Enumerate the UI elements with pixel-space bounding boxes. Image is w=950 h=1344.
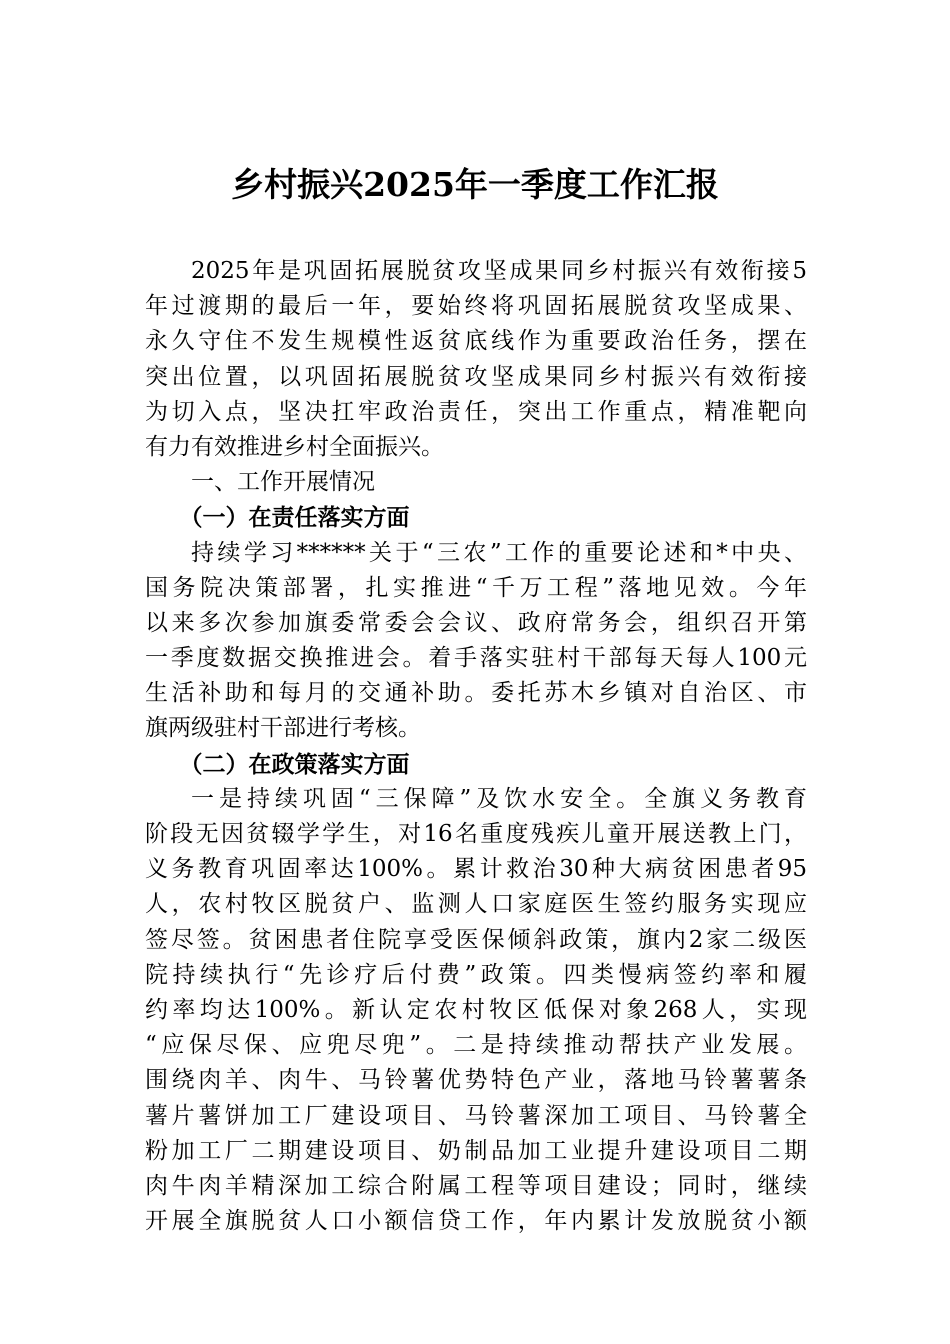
intro-line: 突出位置，以巩固拓展脱贫攻坚成果同乡村振兴有效衔接 — [145, 363, 807, 390]
policy-line: 人，农村牧区脱贫户、监测人口家庭医生签约服务实现应 — [145, 891, 807, 918]
document-body — [145, 254, 807, 1239]
policy-line: 阶段无因贫辍学学生，对16名重度残疾儿童开展送教上门， — [145, 821, 807, 848]
responsibility-line: 生活补助和每月的交通补助。委托苏木乡镇对自治区、市 — [145, 680, 807, 707]
policy-line: 开展全旗脱贫人口小额信贷工作，年内累计发放脱贫小额 — [145, 1208, 807, 1235]
policy-line: 签尽签。贫困患者住院享受医保倾斜政策，旗内2家二级医 — [145, 926, 807, 953]
policy-paragraph — [145, 782, 807, 1239]
intro-line: 为切入点，坚决扛牢政治责任，突出工作重点，精准靶向 — [145, 398, 807, 425]
responsibility-line: 一季度数据交换推进会。着手落实驻村干部每天每人100元 — [145, 645, 807, 672]
policy-line: 一是持续巩固“三保障”及饮水安全。全旗义务教育 — [191, 785, 807, 812]
policy-line: 肉牛肉羊精深加工综合附属工程等项目建设；同时，继续 — [145, 1172, 807, 1199]
intro-line: 2025年是巩固拓展脱贫攻坚成果同乡村振兴有效衔接5 — [191, 258, 807, 284]
intro-paragraph — [145, 254, 807, 465]
intro-line: 永久守住不发生规模性返贫底线作为重要政治任务，摆在 — [145, 328, 807, 355]
document-title: 乡村振兴2025年一季度工作汇报 — [231, 165, 719, 204]
policy-line: 院持续执行“先诊疗后付费”政策。四类慢病签约率和履 — [145, 961, 807, 988]
responsibility-line: 持续学习******关于“三农”工作的重要论述和*中央、 — [191, 539, 807, 566]
subsection-heading-responsibility: （一）在责任落实方面 — [179, 504, 410, 532]
policy-line: 薯片薯饼加工厂建设项目、马铃薯深加工项目、马铃薯全 — [145, 1102, 807, 1129]
policy-line: 义务教育巩固率达100%。累计救治30种大病贫困患者95 — [145, 856, 807, 883]
policy-line: “应保尽保、应兜尽兜”。二是持续推动帮扶产业发展。 — [145, 1032, 807, 1059]
responsibility-line: 旗两级驻村干部进行考核。 — [145, 715, 421, 742]
section-heading-work-progress: 一、工作开展情况 — [191, 469, 375, 496]
intro-line: 年过渡期的最后一年，要始终将巩固拓展脱贫攻坚成果、 — [145, 293, 807, 320]
policy-line: 约率均达100%。新认定农村牧区低保对象268人，实现 — [145, 996, 807, 1023]
responsibility-paragraph — [145, 536, 807, 747]
policy-line: 围绕肉羊、肉牛、马铃薯优势特色产业，落地马铃薯薯条 — [145, 1067, 807, 1094]
policy-line: 粉加工厂二期建设项目、奶制品加工业提升建设项目二期 — [145, 1137, 807, 1164]
intro-line: 有力有效推进乡村全面振兴。 — [145, 433, 444, 460]
responsibility-line: 以来多次参加旗委常委会会议、政府常务会，组织召开第 — [145, 609, 807, 636]
responsibility-line: 国务院决策部署，扎实推进“千万工程”落地见效。今年 — [145, 574, 807, 601]
subsection-heading-policy: （二）在政策落实方面 — [179, 750, 410, 778]
